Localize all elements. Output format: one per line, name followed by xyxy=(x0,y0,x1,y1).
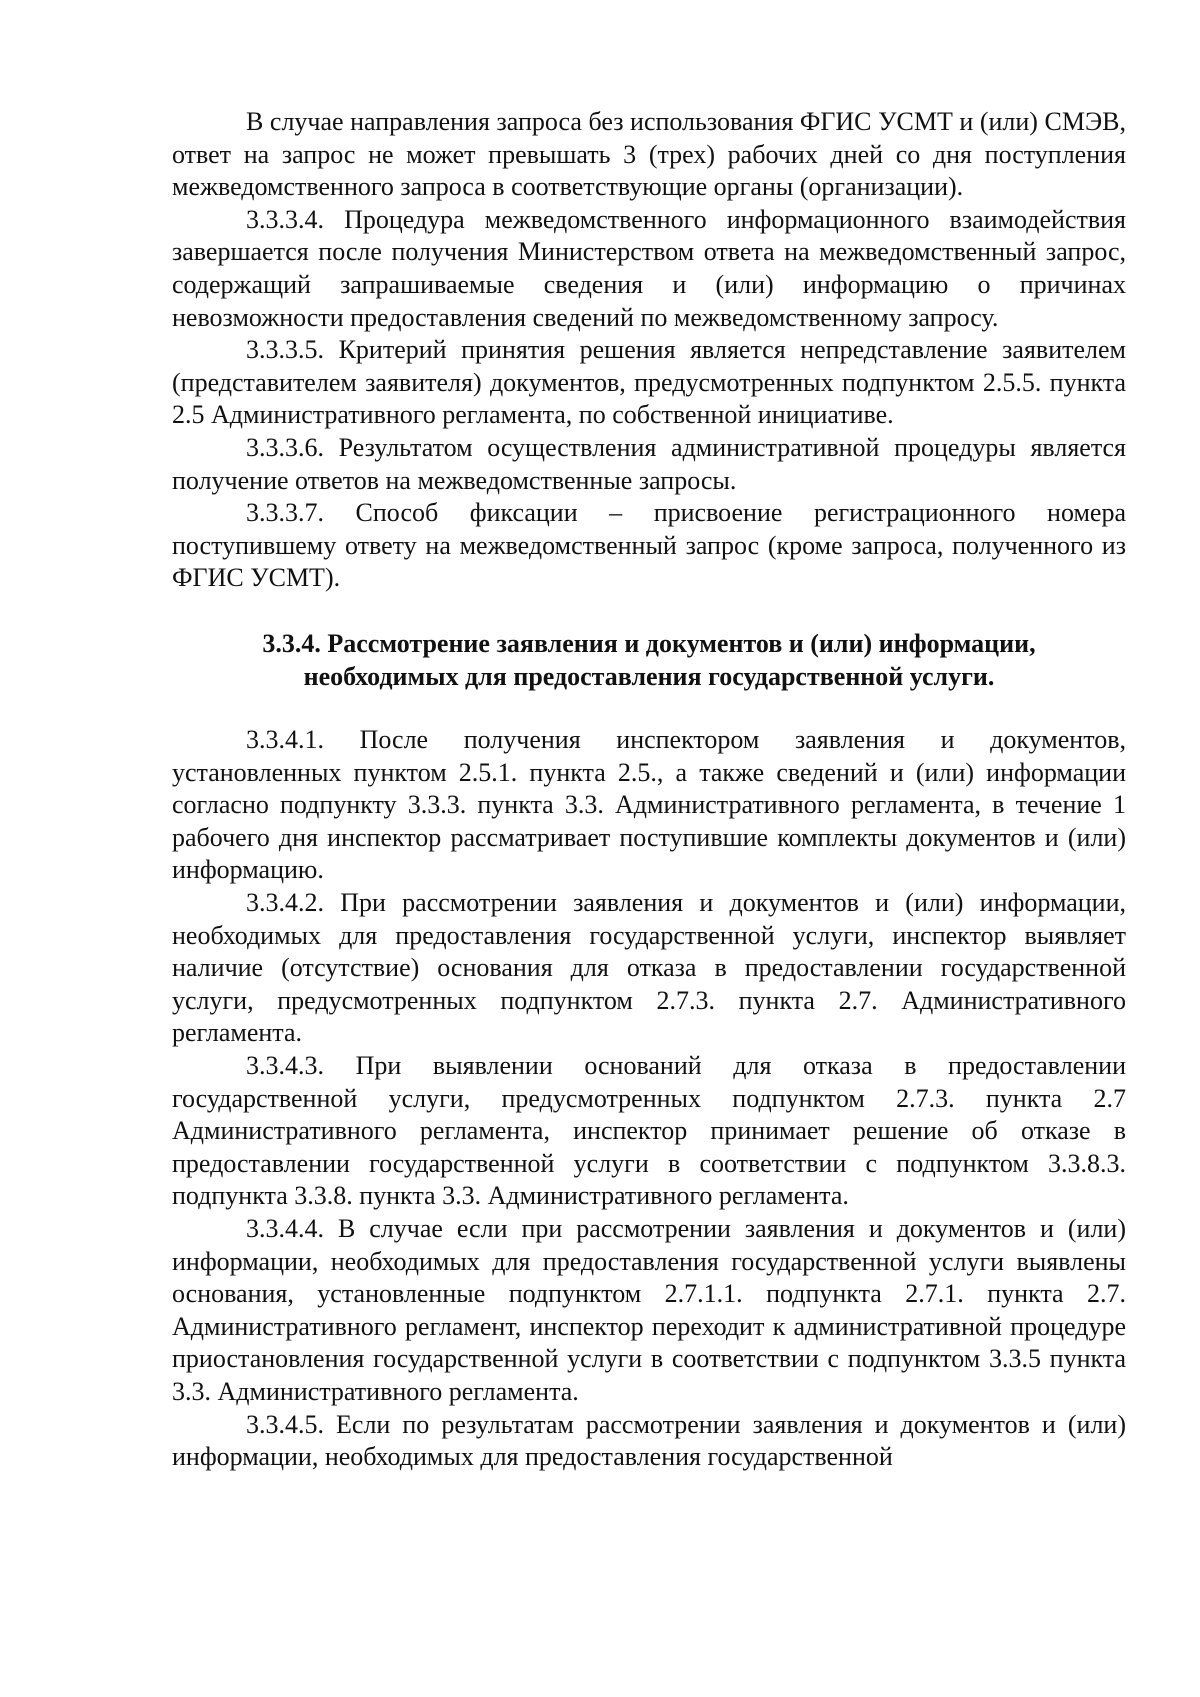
section-heading-line-1: 3.3.4. Рассмотрение заявления и документов и (или) информации, xyxy=(262,628,1036,658)
section-heading-3-3-4 xyxy=(172,628,1126,693)
paragraph-3-3-4-3: 3.3.4.3. При выявлении оснований для отказа в предоставлении государственной услуги, предусмотренных подпунктом 2.7.3. пункта 2.7 Административного регламента, инспектор принимает решение об отказе в предоставлении государственной услуги в соответствии с подпунктом 3.3.8.3. подпункта 3.3.8. пункта 3.3. Административного регламента. xyxy=(172,1051,1126,1211)
paragraph-3-3-4-1: 3.3.4.1. После получения инспектором заявления и документов, установленных пунктом 2.5.1. пункта 2.5., а также сведений и (или) информации согласно подпункту 3.3.3. пункта 3.3. Административного регламента, в течение 1 рабочего дня инспектор рассматривает поступившие комплекты документов и (или) информацию. xyxy=(172,725,1126,885)
paragraph-3-3-3-4: 3.3.3.4. Процедура межведомственного информационного взаимодействия завершается после получения Министерством ответа на межведомственный запрос, содержащий запрашиваемые сведения и (или) информацию о причинах невозможности предоставления сведений по межведомственному запросу. xyxy=(172,204,1126,332)
paragraph-3-3-3-5: 3.3.3.5. Критерий принятия решения является непредставление заявителем (представителем заявителя) документов, предусмотренных подпунктом 2.5.5. пункта 2.5 Административного регламента, по собственной инициативе. xyxy=(172,335,1126,430)
document-page xyxy=(172,106,1126,1474)
paragraph-request-without-fgis: В случае направления запроса без использования ФГИС УСМТ и (или) СМЭВ, ответ на запрос не может превышать 3 (трех) рабочих дней со дня поступления межведомственного запроса в соответствующие органы (организации). xyxy=(172,107,1126,202)
paragraph-3-3-3-7: 3.3.3.7. Способ фиксации – присвоение регистрационного номера поступившему ответу на межведомственный запрос (кроме запроса, полученного из ФГИС УСМТ). xyxy=(172,498,1126,593)
paragraph-3-3-4-4: 3.3.4.4. В случае если при рассмотрении заявления и документов и (или) информации, необходимых для предоставления государственной услуги выявлены основания, установленные подпунктом 2.7.1.1. подпункта 2.7.1. пункта 2.7. Административного регламент, инспектор переходит к административной процедуре приостановления государственной услуги в соответствии с подпунктом 3.3.5 пункта 3.3. Административного регламента. xyxy=(172,1214,1126,1406)
paragraph-3-3-3-6: 3.3.3.6. Результатом осуществления административной процедуры является получение ответов на межведомственные запросы. xyxy=(172,432,1126,495)
paragraph-3-3-4-2: 3.3.4.2. При рассмотрении заявления и документов и (или) информации, необходимых для предоставления государственной услуги, инспектор выявляет наличие (отсутствие) основания для отказа в предоставлении государственной услуги, предусмотренных подпунктом 2.7.3. пункта 2.7. Административного регламента. xyxy=(172,888,1126,1048)
paragraph-3-3-4-5: 3.3.4.5. Если по результатам рассмотрении заявления и документов и (или) информации, необходимых для предоставления государственной xyxy=(172,1409,1126,1472)
section-heading-line-2: необходимых для предоставления государственной услуги. xyxy=(303,661,995,691)
